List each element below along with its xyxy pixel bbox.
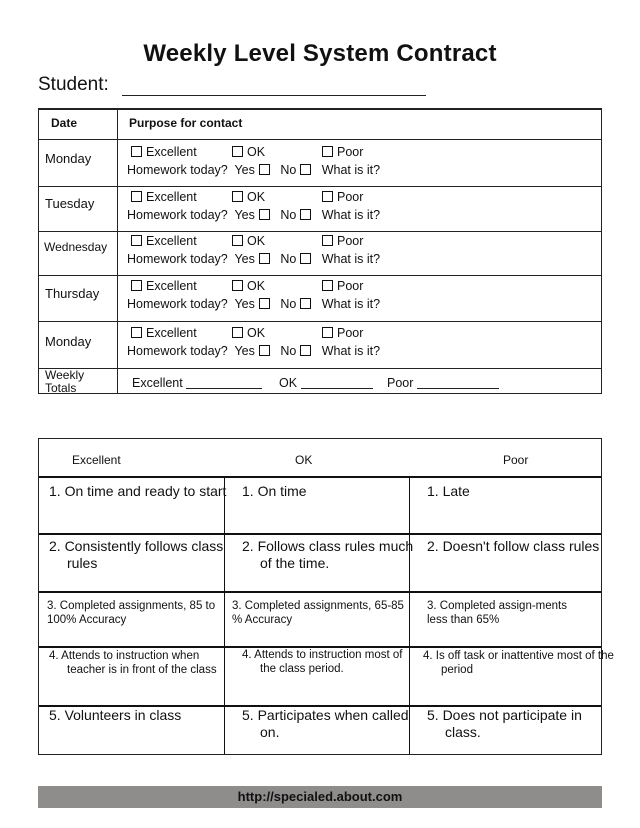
footer-url: http://specialed.about.com [38, 786, 602, 808]
checkbox-icon[interactable] [232, 191, 243, 202]
option-excellent[interactable]: Excellent [131, 279, 197, 293]
day-label: Thursday [45, 286, 100, 301]
level-cell: 4. Is off task or inattentive most of the period [423, 650, 614, 676]
level-cell: 1. Late [427, 483, 470, 499]
level-header-poor: Poor [503, 453, 529, 467]
col-date-header: Date [51, 116, 78, 130]
level-cell: 5. Volunteers in class [49, 707, 182, 723]
level-cell: 2. Consistently follows class rules [49, 538, 224, 571]
level-header-excellent: Excellent [72, 453, 121, 467]
homework-line: Homework today? Yes No What is it? [127, 208, 381, 222]
checkbox-icon[interactable] [131, 146, 142, 157]
page-title: Weekly Level System Contract [143, 40, 497, 67]
level-cell: 4. Attends to instruction most of the class period. [242, 649, 403, 675]
checkbox-icon[interactable] [300, 253, 311, 264]
level-header-ok: OK [295, 453, 313, 467]
checkbox-icon[interactable] [322, 280, 333, 291]
option-excellent[interactable]: Excellent [131, 234, 197, 248]
level-cell: 2. Doesn't follow class rules [427, 538, 600, 554]
homework-line: Homework today? Yes No What is it? [127, 344, 381, 358]
option-poor[interactable]: Poor [322, 234, 363, 248]
day-label: Wednesday [44, 240, 108, 254]
level-cell: 3. Completed assign-ments less than 65% [427, 600, 567, 626]
level-cell: 5. Does not participate in class. [427, 707, 582, 740]
level-cell: 1. On time [242, 483, 307, 499]
checkbox-icon[interactable] [232, 280, 243, 291]
day-row [39, 140, 601, 187]
checkbox-icon[interactable] [259, 345, 270, 356]
weekly-totals-row [39, 369, 601, 394]
row-divider [39, 533, 601, 535]
day-label: Monday [45, 334, 92, 349]
checkbox-icon[interactable] [300, 345, 311, 356]
checkbox-icon[interactable] [232, 235, 243, 246]
student-name-line[interactable] [122, 95, 426, 96]
checkbox-icon[interactable] [131, 235, 142, 246]
option-excellent[interactable]: Excellent [131, 145, 197, 159]
checkbox-icon[interactable] [131, 280, 142, 291]
day-row [39, 276, 601, 322]
checkbox-icon[interactable] [232, 327, 243, 338]
checkbox-icon[interactable] [322, 327, 333, 338]
checkbox-icon[interactable] [300, 298, 311, 309]
option-ok[interactable]: OK [232, 326, 265, 340]
weekly-totals-label: Weekly Totals [45, 368, 85, 395]
total-excellent[interactable]: Excellent [132, 376, 262, 390]
checkbox-icon[interactable] [131, 327, 142, 338]
total-poor[interactable]: Poor [387, 376, 499, 390]
homework-line: Homework today? Yes No What is it? [127, 163, 381, 177]
option-ok[interactable]: OK [232, 190, 265, 204]
checkbox-icon[interactable] [259, 298, 270, 309]
checkbox-icon[interactable] [259, 209, 270, 220]
day-row [39, 322, 601, 369]
contract-header-row [39, 110, 601, 140]
day-row [39, 232, 601, 276]
row-divider [39, 476, 601, 478]
homework-line: Homework today? Yes No What is it? [127, 297, 381, 311]
level-cell: 4. Attends to instruction when teacher is in front of the class [49, 650, 217, 676]
checkbox-icon[interactable] [232, 146, 243, 157]
checkbox-icon[interactable] [322, 235, 333, 246]
option-poor[interactable]: Poor [322, 326, 363, 340]
option-poor[interactable]: Poor [322, 145, 363, 159]
row-divider [39, 591, 601, 593]
homework-line: Homework today? Yes No What is it? [127, 252, 381, 266]
option-poor[interactable]: Poor [322, 279, 363, 293]
level-criteria-table [38, 438, 614, 755]
option-excellent[interactable]: Excellent [131, 190, 197, 204]
checkbox-icon[interactable] [259, 164, 270, 175]
option-excellent[interactable]: Excellent [131, 326, 197, 340]
day-label: Monday [45, 151, 92, 166]
level-cell: 1. On time and ready to start [49, 483, 227, 499]
option-poor[interactable]: Poor [322, 190, 363, 204]
day-row [39, 187, 601, 232]
col-purpose-header: Purpose for contact [129, 116, 243, 130]
level-cell: 3. Completed assignments, 65-85 % Accuracy [232, 600, 404, 626]
option-ok[interactable]: OK [232, 234, 265, 248]
day-label: Tuesday [45, 196, 95, 211]
checkbox-icon[interactable] [322, 146, 333, 157]
student-label: Student: [38, 74, 109, 95]
checkbox-icon[interactable] [300, 209, 311, 220]
level-cell: 5. Participates when called on. [242, 707, 409, 740]
checkbox-icon[interactable] [322, 191, 333, 202]
contract-table [38, 108, 602, 394]
level-cell: 3. Completed assignments, 85 to 100% Accuracy [47, 600, 216, 626]
checkbox-icon[interactable] [300, 164, 311, 175]
checkbox-icon[interactable] [131, 191, 142, 202]
option-ok[interactable]: OK [232, 145, 265, 159]
total-ok[interactable]: OK [279, 376, 373, 390]
checkbox-icon[interactable] [259, 253, 270, 264]
level-cell: 2. Follows class rules much of the time. [242, 538, 414, 571]
option-ok[interactable]: OK [232, 279, 265, 293]
